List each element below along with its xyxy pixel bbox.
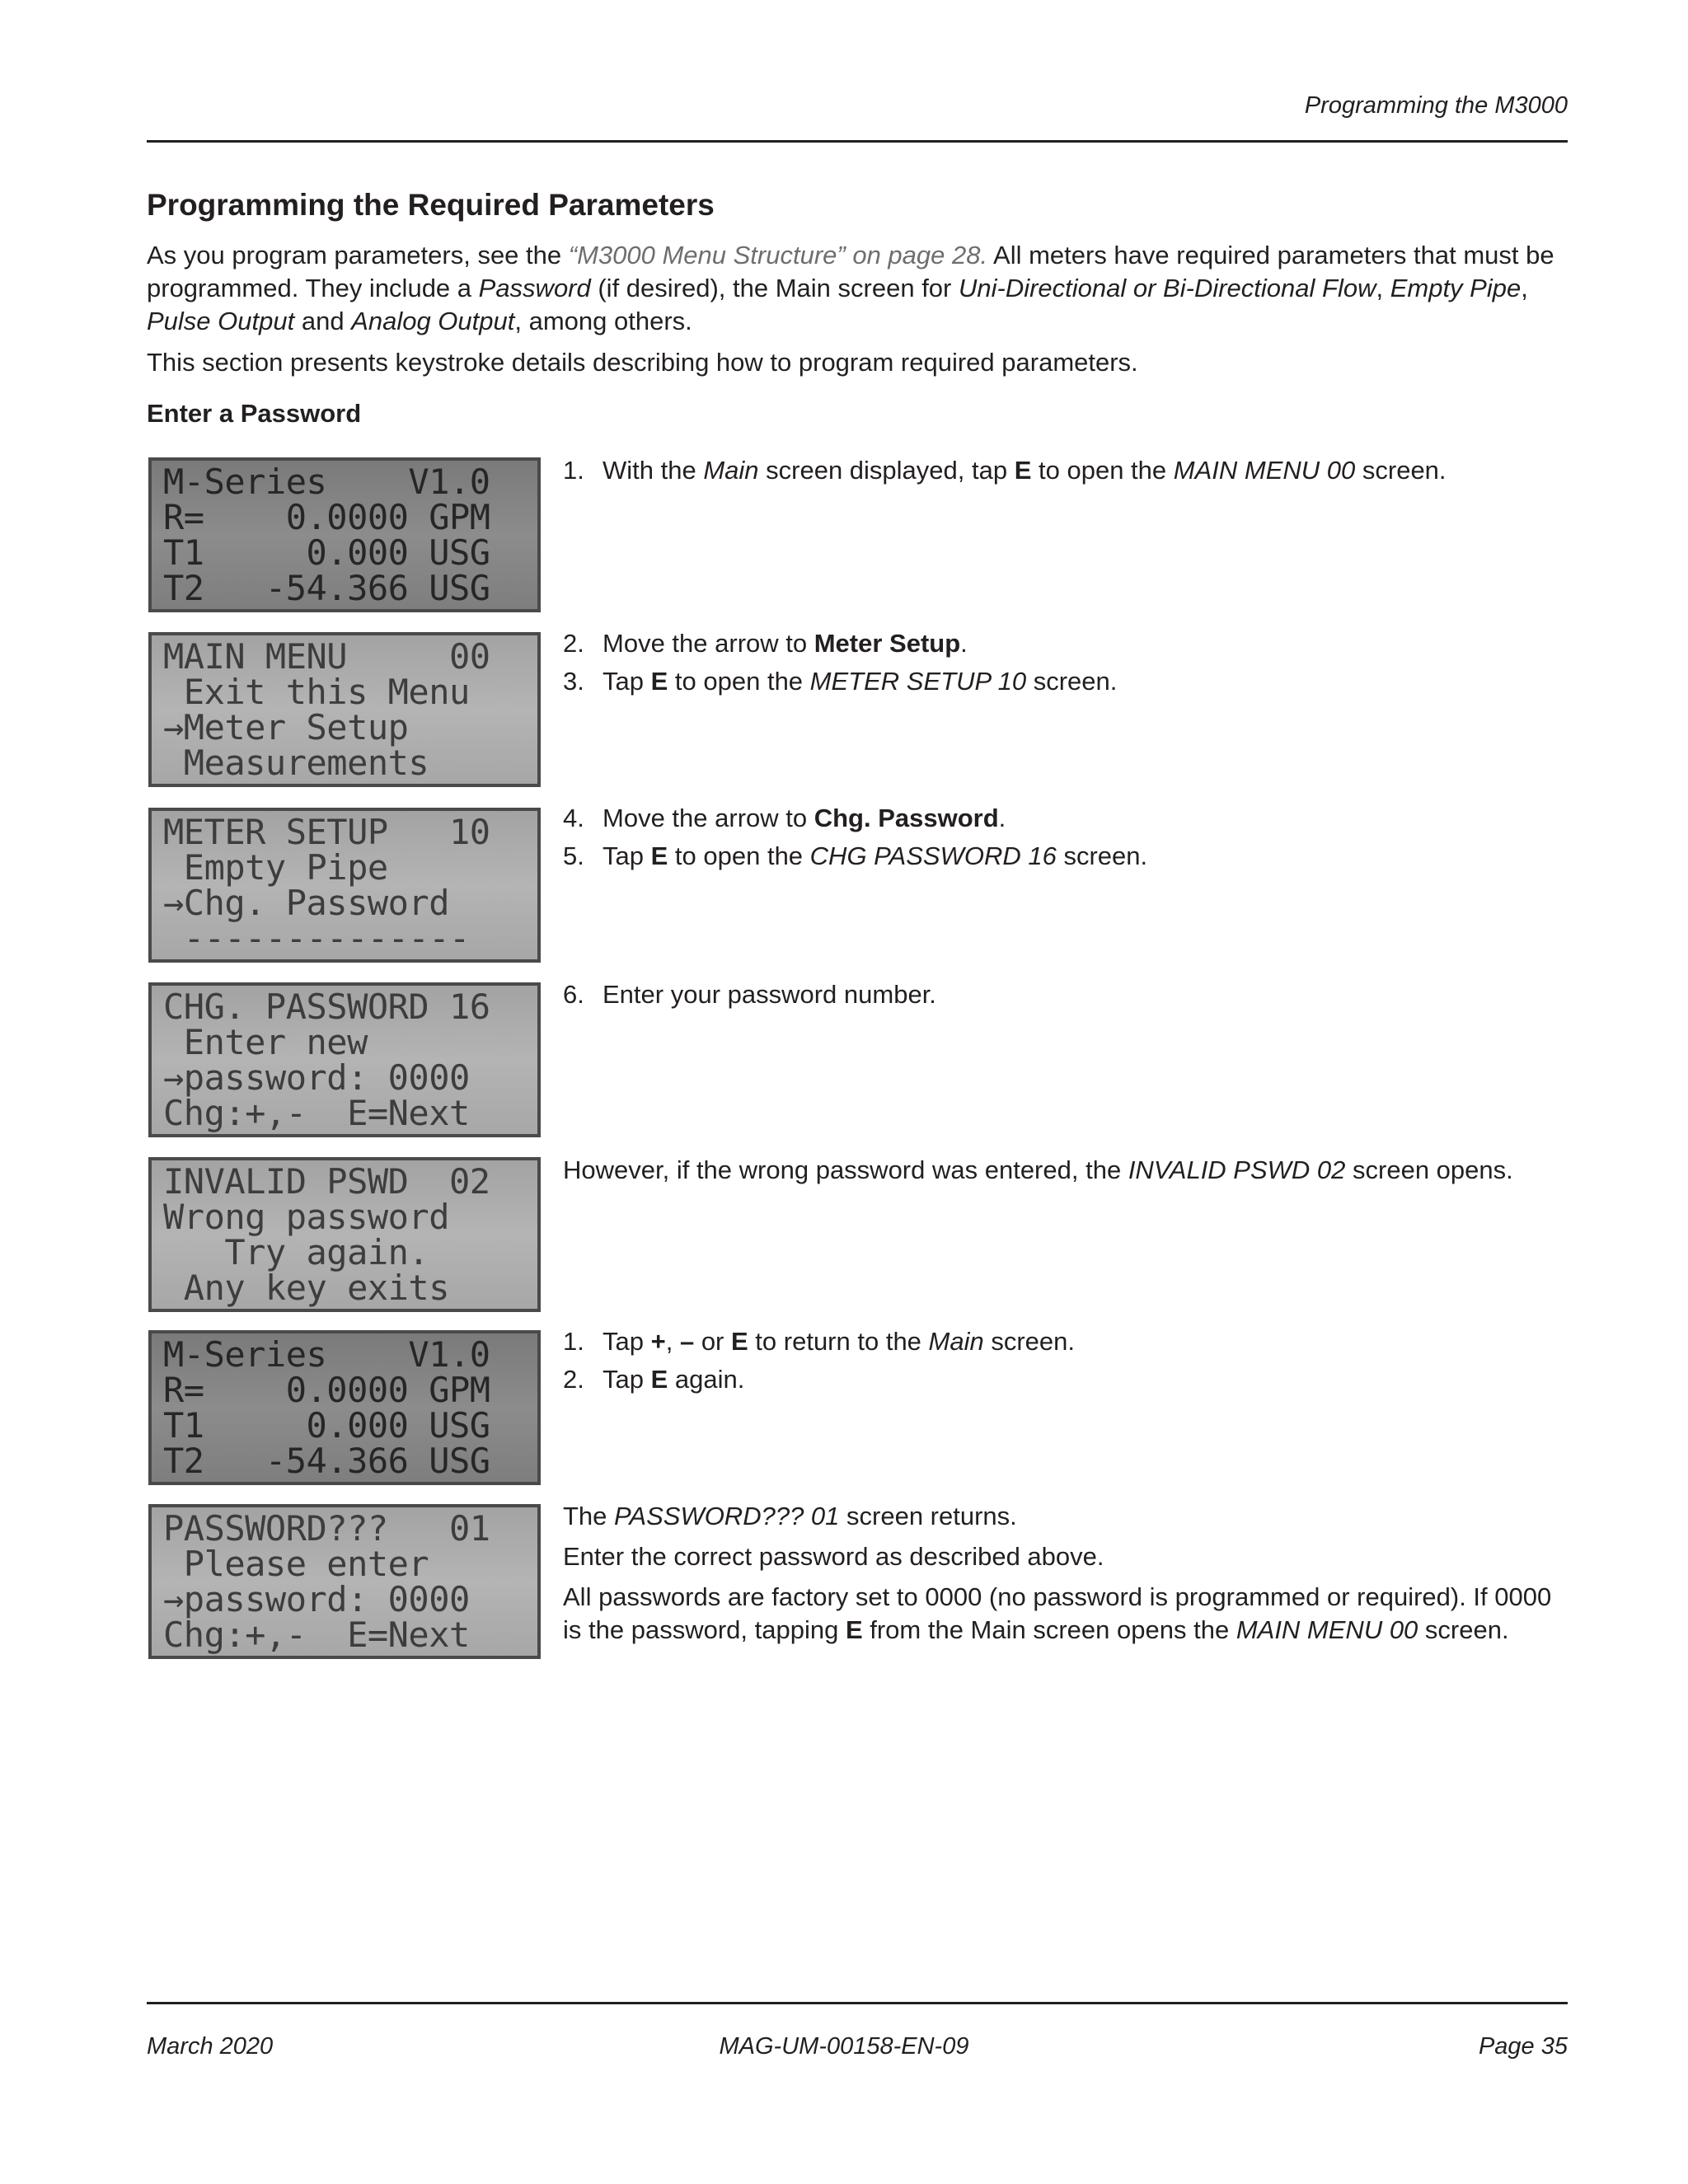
enter-correct-note: Enter the correct password as described above. [563, 1542, 1104, 1571]
intro-paragraph: As you program parameters, see the “M3000 Menu Structure” on page 28. All meters have required parameters that must be programmed. They include a Password (if desired), the Main screen for Uni-Directional or Bi-Directional Flow, Empty Pipe, Pulse Output and Analog Output, among others. [147, 241, 1554, 335]
menu-structure-link[interactable]: “M3000 Menu Structure” on page 28. [568, 241, 988, 269]
lcd-screen-main: M-Series V1.0 R= 0.0000 GPM T1 0.000 USG T2 -54.366 USG [148, 457, 541, 612]
step-5: 5. Tap E to open the CHG PASSWORD 16 screen. [563, 841, 1148, 870]
step-6: 6. Enter your password number. [563, 980, 936, 1009]
intro-paragraph-2: This section presents keystroke details describing how to program required parameters. [147, 348, 1138, 377]
invalid-password-note: However, if the wrong password was entered, the INVALID PSWD 02 screen opens. [563, 1155, 1513, 1184]
lcd-screen-main-menu: MAIN MENU 00 Exit this Menu →Meter Setup Measurements [148, 632, 541, 787]
footer-date: March 2020 [147, 2033, 274, 2060]
lcd-screen-chg-password: CHG. PASSWORD 16 Enter new →password: 0000 Chg:+,- E=Next [148, 982, 541, 1137]
footer-doc-id: MAG-UM-00158-EN-09 [719, 2033, 969, 2060]
lcd-screen-meter-setup: METER SETUP 10 Empty Pipe →Chg. Password -------------- [148, 808, 541, 963]
footer-rule [147, 2002, 1568, 2004]
step-4: 4. Move the arrow to Chg. Password. [563, 804, 1006, 832]
step-3: 3. Tap E to open the METER SETUP 10 screen. [563, 667, 1118, 696]
running-header: Programming the M3000 [1304, 92, 1568, 119]
lcd-screen-invalid-pswd: INVALID PSWD 02 Wrong password Try again. Any key exits [148, 1157, 541, 1312]
lcd-screen-password-prompt: PASSWORD??? 01 Please enter →password: 0000 Chg:+,- E=Next [148, 1504, 541, 1659]
subsection-title: Enter a Password [147, 399, 362, 428]
return-step-2: 2. Tap E again. [563, 1365, 745, 1394]
section-title: Programming the Required Parameters [147, 188, 715, 222]
header-rule [147, 140, 1568, 143]
lcd-screen-main-2: M-Series V1.0 R= 0.0000 GPM T1 0.000 USG T2 -54.366 USG [148, 1330, 541, 1485]
step-2: 2. Move the arrow to Meter Setup. [563, 629, 968, 658]
return-step-1: 1. Tap +, – or E to return to the Main screen. [563, 1327, 1076, 1356]
step-1: 1. With the Main screen displayed, tap E to open the MAIN MENU 00 screen. [563, 456, 1447, 485]
factory-default-note: All passwords are factory set to 0000 (no password is programmed or required). If 0000 is the password, tapping E from the Main screen opens the MAIN MENU 00 screen. [563, 1582, 1552, 1644]
password-returns-note: The PASSWORD??? 01 screen returns. [563, 1502, 1017, 1530]
footer-page-number: Page 35 [1478, 2033, 1568, 2060]
